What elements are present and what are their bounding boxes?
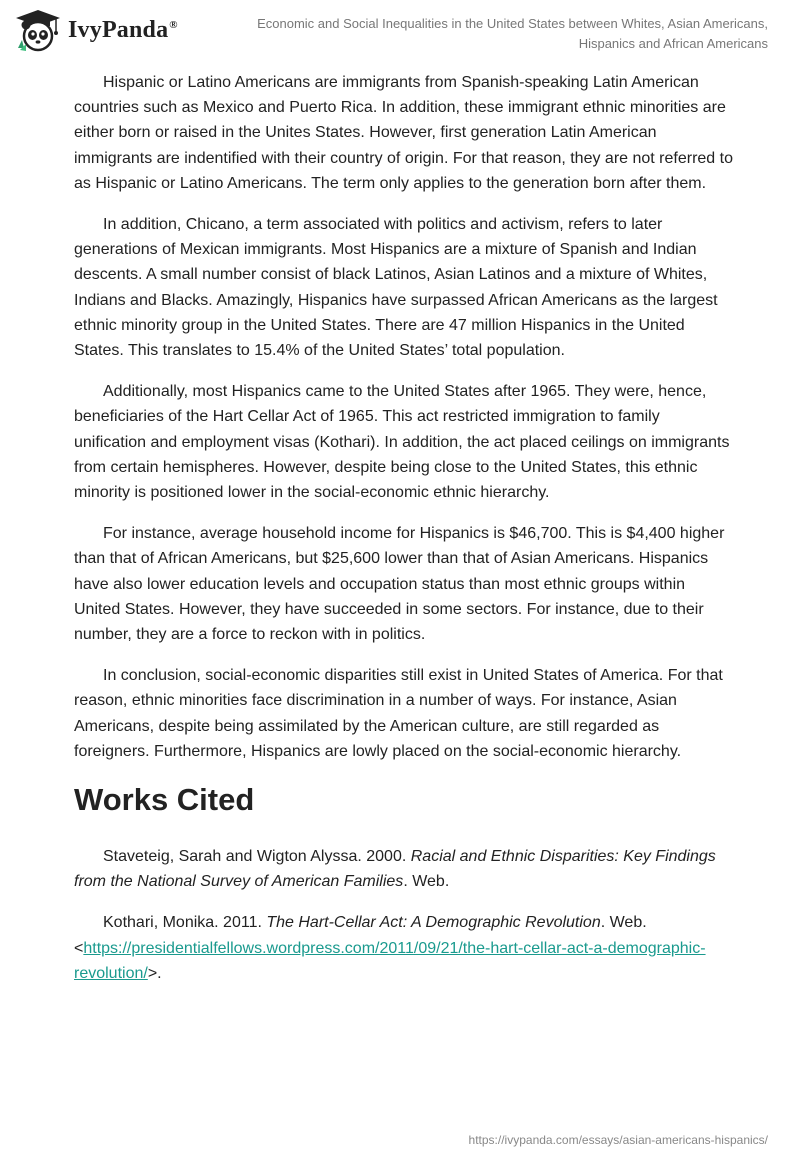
paragraph: In conclusion, social-economic disparities still exist in United States of America. For that reason, ethnic minorities face discrimination in a number of ways. For instance, Asian Americans, despite being assimilated by the American culture, are still regarded as foreigners. Furthermore, Hispanics are lowly placed on the social-economic hierarchy.	[74, 667, 723, 760]
footer-source-url: https://ivypanda.com/essays/asian-americans-hispanics/	[468, 1133, 768, 1147]
ivypanda-logo[interactable]	[14, 8, 178, 52]
paragraph: Hispanic or Latino Americans are immigrants from Spanish-speaking Latin American countries such as Mexico and Puerto Rica. In addition, these immigrant ethnic minorities are either born or raised in the Unites States. However, first generation Latin American immigrants are indentified with their country of origin. For that reason, they are not referred to as Hispanic or Latino Americans. The term only applies to the generation born after them.	[74, 74, 733, 192]
essay-body	[74, 70, 734, 1002]
document-title: Economic and Social Inequalities in the United States between Whites, Asian Americans, Hispanics and African Americans	[257, 16, 768, 51]
paragraph: Additionally, most Hispanics came to the United States after 1965. They were, hence, beneficiaries of the Hart Cellar Act of 1965. This act restricted immigration to family unification and employment visas (Kothari). In addition, the act placed ceilings on immigrants from certain hemispheres. However, despite being close to the United States, this ethnic minority is positioned lower in the social-economic ethnic hierarchy.	[74, 383, 730, 502]
citation-entry: Kothari, Monika. 2011. The Hart-Cellar Act: A Demographic Revolution. Web. <https://presidentialfellows.wordpress.com/2011/09/21/the-hart-cellar-act-a-demographic-revolution/>.	[74, 914, 706, 982]
citation-link[interactable]: https://presidentialfellows.wordpress.com/2011/09/21/the-hart-cellar-act-a-demographic-revolution/	[74, 939, 706, 982]
citation-entry: Staveteig, Sarah and Wigton Alyssa. 2000. Racial and Ethnic Disparities: Key Findings from the National Survey of American Families. Web.	[74, 848, 716, 891]
citation-title: Racial and Ethnic Disparities: Key Findings from the National Survey of American Families	[74, 848, 716, 891]
paragraph: In addition, Chicano, a term associated with politics and activism, refers to later generations of Mexican immigrants. Most Hispanics are a mixture of Spanish and Indian descents. A small number consist of black Latinos, Asian Latinos and a mixture of Whites, Indians and Blacks. Amazingly, Hispanics have surpassed African Americans as the largest ethnic minority group in the United States. There are 47 million Hispanics in the United States. This translates to 15.4% of the United States’ total population.	[74, 216, 718, 360]
logo-wordmark: IvyPanda®	[68, 16, 178, 43]
page-header	[0, 0, 800, 60]
paragraph: For instance, average household income for Hispanics is $46,700. This is $4,400 higher than that of African Americans, but $25,600 lower than that of Asian Americans. Hispanics have also lower education levels and occupation status than most ethnic groups within United States. However, they have succeeded in some sectors. For instance, due to their number, they are a force to reckon with in politics.	[74, 525, 725, 644]
panda-graduate-icon	[14, 8, 62, 52]
citation-title: The Hart-Cellar Act: A Demographic Revolution	[266, 914, 601, 932]
works-cited-heading: Works Cited	[74, 782, 255, 818]
